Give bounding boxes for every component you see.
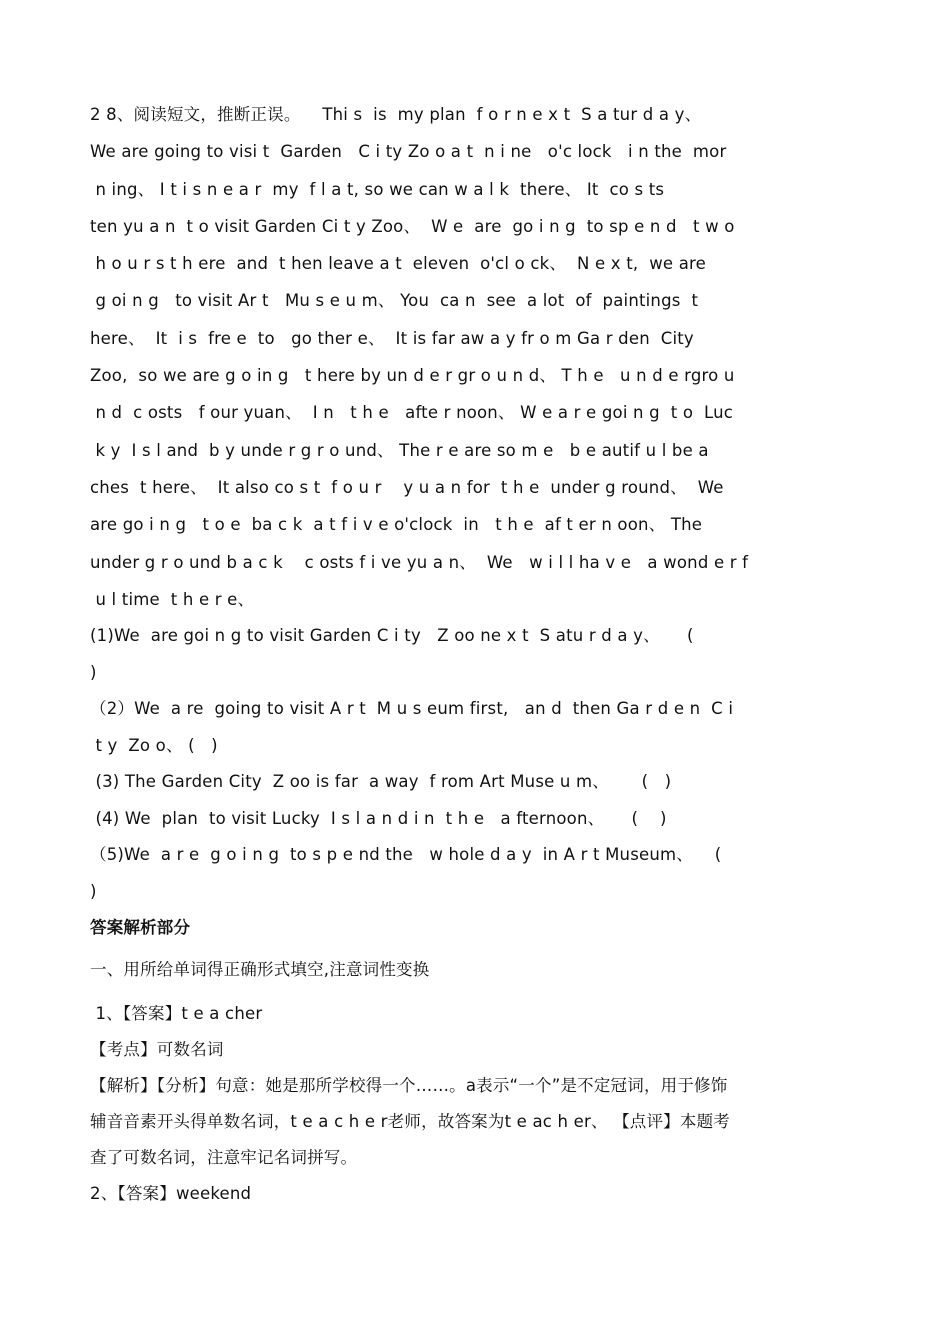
answer-1-analysis: 辅音音素开头得单数名词，t e a c h e r老师，故答案为t e ac h er、 【点评】本题考 bbox=[90, 1112, 730, 1132]
part-title: 一、用所给单词得正确形式填空,注意词性变换 bbox=[90, 960, 430, 980]
answer-1: 1、【答案】t e a cher bbox=[90, 1004, 263, 1024]
passage-line: ches t here、 It also co s t f o u r y u a n for t h e under g round、 We bbox=[90, 477, 724, 497]
passage-line: We are going to visi t Garden C i ty Zo o a t n i ne o'c lock i n the mor bbox=[90, 142, 727, 162]
passage-line: ten yu a n t o visit Garden Ci t y Zoo、 W e are go i n g to sp e n d t w o bbox=[90, 216, 735, 236]
passage-line: n ing、 I t i s n e a r my f l a t, so we can w a l k there、 It co s ts bbox=[90, 179, 665, 199]
passage-line: are go i n g t o e ba c k a t f i v e o'clock in t h e af t er n oon、 The bbox=[90, 515, 703, 535]
passage-line: u l time t h e r e、 bbox=[90, 589, 255, 609]
answer-1-analysis: 【解析】【分析】句意：她是那所学校得一个……。a表示“一个”是不定冠词，用于修饰 bbox=[90, 1076, 728, 1096]
passage-line: g oi n g to visit Ar t Mu s e u m、 You ca n see a lot of paintings t bbox=[90, 291, 699, 311]
true-false-questions bbox=[90, 618, 865, 910]
passage-line: n d c osts f our yuan、 I n t h e afte r noon、 W e a r e goi n g t o Luc bbox=[90, 403, 734, 423]
question-1-continuation: ) bbox=[90, 662, 97, 682]
question-5: （5)We a r e g o i n g to s p e nd the w hole d a y in A r t Museum、 ( bbox=[90, 845, 722, 865]
document-page bbox=[90, 96, 865, 1212]
answer-heading: 答案解析部分 bbox=[90, 918, 191, 938]
answer-1-analysis: 查了可数名词，注意牢记名词拼写。 bbox=[90, 1148, 358, 1168]
reading-passage bbox=[90, 96, 865, 618]
passage-line: k y I s l and b y unde r g r o und、 The r e are so m e b e autif u l be a bbox=[90, 440, 709, 460]
answer-section bbox=[90, 910, 865, 1212]
question-1: (1)We are goi n g to visit Garden C i ty Z oo ne x t S atu r d a y、 ( bbox=[90, 626, 694, 646]
passage-line: h o u r s t h ere and t hen leave a t eleven o'cl o ck、 N e x t, we are bbox=[90, 254, 706, 274]
question-2-continuation: t y Zo o、 ( ) bbox=[90, 735, 218, 755]
passage-line: under g r o und b a c k c osts f i ve yu a n、 We w i l l ha v e a wond e r f bbox=[90, 552, 749, 572]
question-4: (4) We plan to visit Lucky I s l a n d i n t h e a fternoon、 ( ) bbox=[90, 808, 667, 828]
question-5-continuation: ) bbox=[90, 881, 97, 901]
question-3: (3) The Garden City Z oo is far a way f rom Art Muse u m、 ( ) bbox=[90, 772, 672, 792]
passage-line: Zoo, so we are g o in g t here by un d e r gr o u n d、 T h e u n d e rgro u bbox=[90, 366, 735, 386]
answer-2: 2、【答案】weekend bbox=[90, 1184, 252, 1204]
passage-line: here、 It i s fre e to go ther e、 It is far aw a y fr o m Ga r den City bbox=[90, 328, 694, 348]
passage-line: 2 8、阅读短文，推断正误。 Thi s is my plan f o r n e x t S a tur d a y、 bbox=[90, 105, 702, 124]
answer-1-point: 【考点】可数名词 bbox=[90, 1040, 224, 1060]
question-2: （2）We a re going to visit A r t M u s eum first, an d then Ga r d e n C i bbox=[90, 699, 734, 719]
